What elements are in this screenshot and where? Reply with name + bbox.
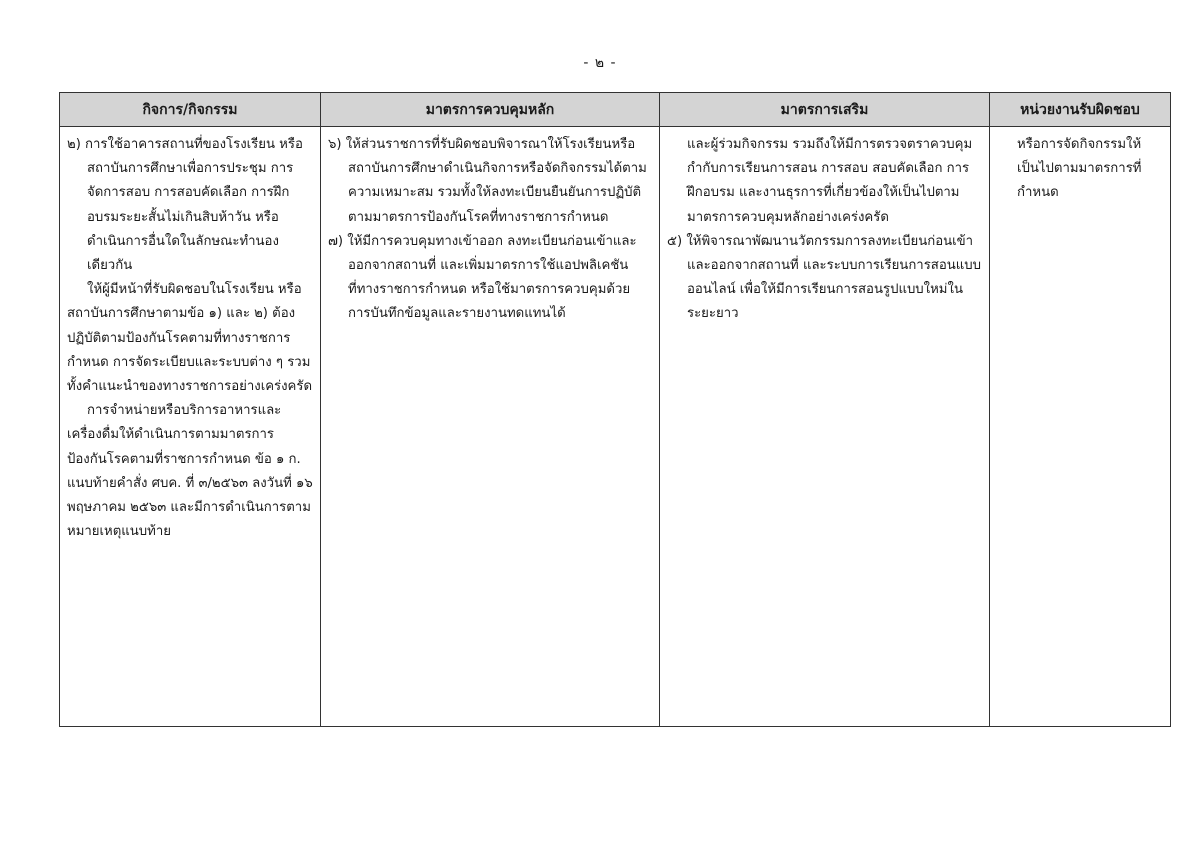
header-additional-measures: มาตรการเสริม xyxy=(660,93,990,127)
responsible-agency-cell xyxy=(990,127,1171,727)
additional-measures-cell xyxy=(660,127,990,727)
page-number: - ๒ - xyxy=(583,55,617,71)
activity-paragraph: การจำหน่ายหรือบริการอาหารและเครื่องดื่มให้ดำเนินการตามมาตรการป้องกันโรคตามที่ราชการกำหนด ข้อ ๑ ก. แนบท้ายคำสั่ง ศบค. ที่ ๓/๒๕๖๓ ลงวันที่ ๑๖ พฤษภาคม ๒๕๖๓ และมีการดำเนินการตามหมายเหตุแนบท้าย xyxy=(67,403,313,540)
agency-text: หรือการจัดกิจกรรมให้เป็นไปตามมาตรการที่กำหนด xyxy=(1017,137,1142,201)
main-measures-cell xyxy=(321,127,660,727)
measure-item: ๕) ให้พิจารณาพัฒนานวัตกรรมการลงทะเบียนก่อนเข้าและออกจากสถานที่ และระบบการเรียนการสอนแบบออนไลน์ เพื่อให้มีการเรียนการสอนรูปแบบใหม่ในระยะยาว xyxy=(667,233,982,322)
measure-continuation: และผู้ร่วมกิจกรรม รวมถึงให้มีการตรวจตราควบคุม กำกับการเรียนการสอน การสอบ สอบคัดเลือก การฝึกอบรม และงานธุรการที่เกี่ยวข้องให้เป็นไปตามมาตรการควบคุมหลักอย่างเคร่งครัด xyxy=(687,137,973,225)
header-responsible-agency: หน่วยงานรับผิดชอบ xyxy=(990,93,1171,127)
measures-table xyxy=(59,92,1171,727)
header-main-measures: มาตรการควบคุมหลัก xyxy=(321,93,660,127)
measure-item: ๗) ให้มีการควบคุมทางเข้าออก ลงทะเบียนก่อนเข้าและออกจากสถานที่ และเพิ่มมาตรการใช้แอปพลิเคชันที่ทางราชการกำหนด หรือใช้มาตรการควบคุมด้วยการบันทึกข้อมูลและรายงานทดแทนได้ xyxy=(328,233,637,322)
activity-cell xyxy=(60,127,321,727)
measure-item: ๖) ให้ส่วนราชการที่รับผิดชอบพิจารณาให้โรงเรียนหรือสถาบันการศึกษาดำเนินกิจการหรือจัดกิจกรรมได้ตามความเหมาะสม รวมทั้งให้ลงทะเบียนยืนยันการปฏิบัติตามมาตรการป้องกันโรคที่ทางราชการกำหนด xyxy=(328,137,647,225)
header-activity: กิจการ/กิจกรรม xyxy=(60,93,321,127)
table-row xyxy=(60,127,1171,727)
table-header-row xyxy=(60,93,1171,127)
activity-item: ๒) การใช้อาคารสถานที่ของโรงเรียน หรือสถาบันการศึกษาเพื่อการประชุม การจัดการสอบ การสอบคัดเลือก การฝึกอบรมระยะสั้นไม่เกินสิบห้าวัน หรือดำเนินการอื่นใดในลักษณะทำนองเดียวกัน xyxy=(67,137,303,274)
activity-paragraph: ให้ผู้มีหน้าที่รับผิดชอบในโรงเรียน หรือสถาบันการศึกษาตามข้อ ๑) และ ๒) ต้องปฏิบัติตามป้องกันโรคตามที่ทางราชการกำหนด การจัดระเบียบและระบบต่าง ๆ รวมทั้งคำแนะนำของทางราชการอย่างเคร่งครัด xyxy=(67,282,313,395)
